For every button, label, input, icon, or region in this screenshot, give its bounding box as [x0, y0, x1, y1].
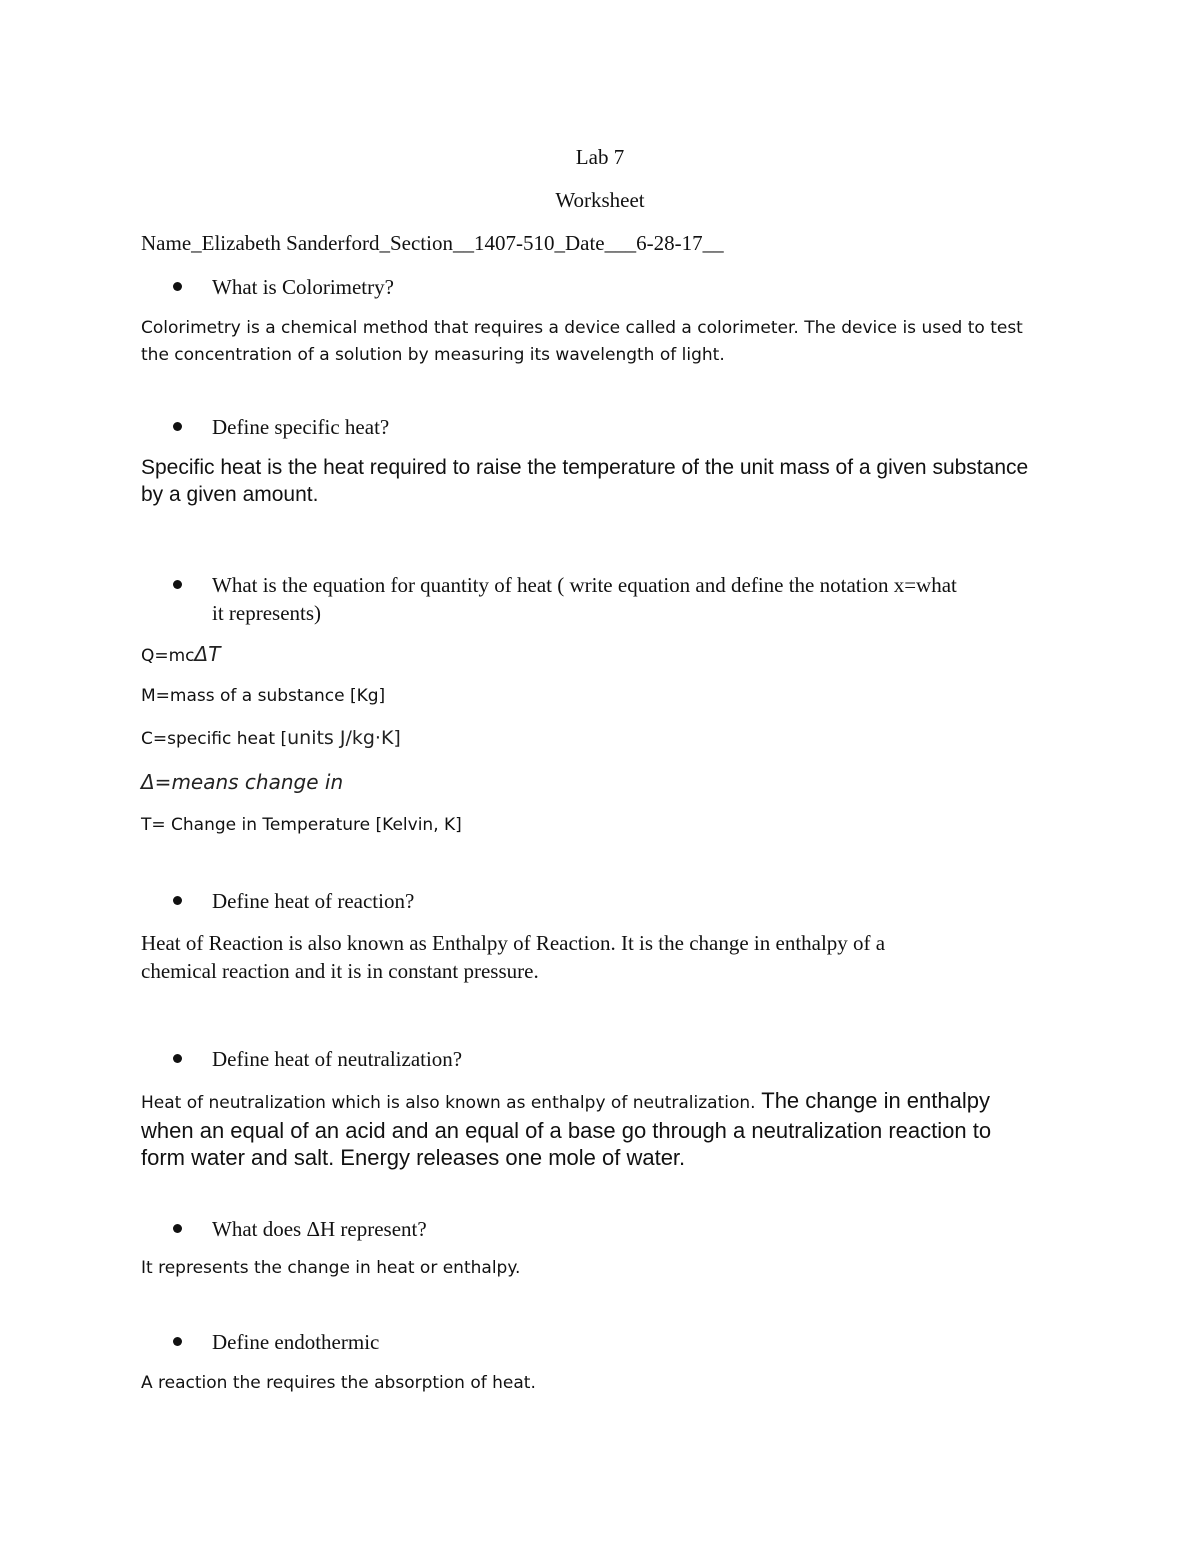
- answer-heat-of-reaction: [141, 929, 1061, 985]
- answer-line: [141, 1087, 1061, 1117]
- question-delta-h: What does ΔH represent?: [212, 1217, 427, 1241]
- bullet-icon: [173, 1337, 182, 1346]
- page-title: Lab 7: [575, 145, 625, 169]
- bullet-icon: [173, 1224, 182, 1233]
- delta-definition: Δ=means change in: [141, 770, 344, 794]
- specific-heat-label: C=specific heat [: [141, 729, 288, 749]
- bullet-icon: [173, 896, 182, 905]
- specific-heat-definition: [141, 725, 401, 753]
- mass-definition: M=mass of a substance [Kg]: [141, 686, 386, 706]
- bullet-icon: [173, 282, 182, 291]
- answer-line: when an equal of an acid and an equal of a base go through a neutralization reaction to: [141, 1118, 992, 1143]
- question-heat-of-reaction: Define heat of reaction?: [212, 889, 415, 913]
- answer-delta-h: It represents the change in heat or enthalpy.: [141, 1258, 521, 1278]
- answer-text-small: Heat of neutralization which is also known as enthalpy of neutralization.: [141, 1093, 756, 1113]
- answer-endothermic: A reaction the requires the absorption of heat.: [141, 1373, 536, 1393]
- name-section-date-line: Name_Elizabeth Sanderford_Section__1407-510_Date___6-28-17__: [141, 231, 724, 255]
- temperature-definition: T= Change in Temperature [Kelvin, K]: [141, 815, 462, 835]
- answer-line: Heat of Reaction is also known as Enthalpy of Reaction. It is the change in enthalpy of a: [141, 931, 886, 955]
- answer-line: Specific heat is the heat required to raise the temperature of the unit mass of a given substance: [141, 456, 1029, 479]
- question-endothermic: Define endothermic: [212, 1330, 380, 1354]
- page-subtitle: Worksheet: [555, 188, 645, 212]
- equation-prefix: Q=mc: [141, 646, 195, 666]
- heat-equation: [141, 641, 220, 670]
- answer-colorimetry: [141, 315, 1061, 369]
- question-heat-of-neutralization: Define heat of neutralization?: [212, 1047, 463, 1071]
- question-colorimetry: What is Colorimetry?: [212, 275, 394, 299]
- bullet-icon: [173, 422, 182, 431]
- answer-line: chemical reaction and it is in constant pressure.: [141, 959, 539, 983]
- answer-line: form water and salt. Energy releases one mole of water.: [141, 1145, 686, 1170]
- specific-heat-units: units J/kg·K]: [287, 727, 401, 749]
- answer-heat-of-neutralization: [141, 1087, 1061, 1171]
- bullet-icon: [173, 1054, 182, 1063]
- answer-line: Colorimetry is a chemical method that requires a device called a colorimeter. The device is used to test: [141, 318, 1023, 338]
- answer-line: the concentration of a solution by measuring its wavelength of light.: [141, 345, 725, 365]
- answer-text-large: The change in enthalpy: [755, 1088, 990, 1113]
- bullet-icon: [173, 580, 182, 589]
- answer-specific-heat: [141, 454, 1061, 508]
- answer-line: by a given amount.: [141, 483, 319, 506]
- question-line: What is the equation for quantity of heat ( write equation and define the notation x=what: [212, 573, 957, 597]
- equation-delta-t: ΔT: [194, 642, 221, 666]
- question-line: it represents): [212, 601, 322, 625]
- question-heat-equation: [212, 571, 957, 627]
- question-specific-heat: Define specific heat?: [212, 415, 390, 439]
